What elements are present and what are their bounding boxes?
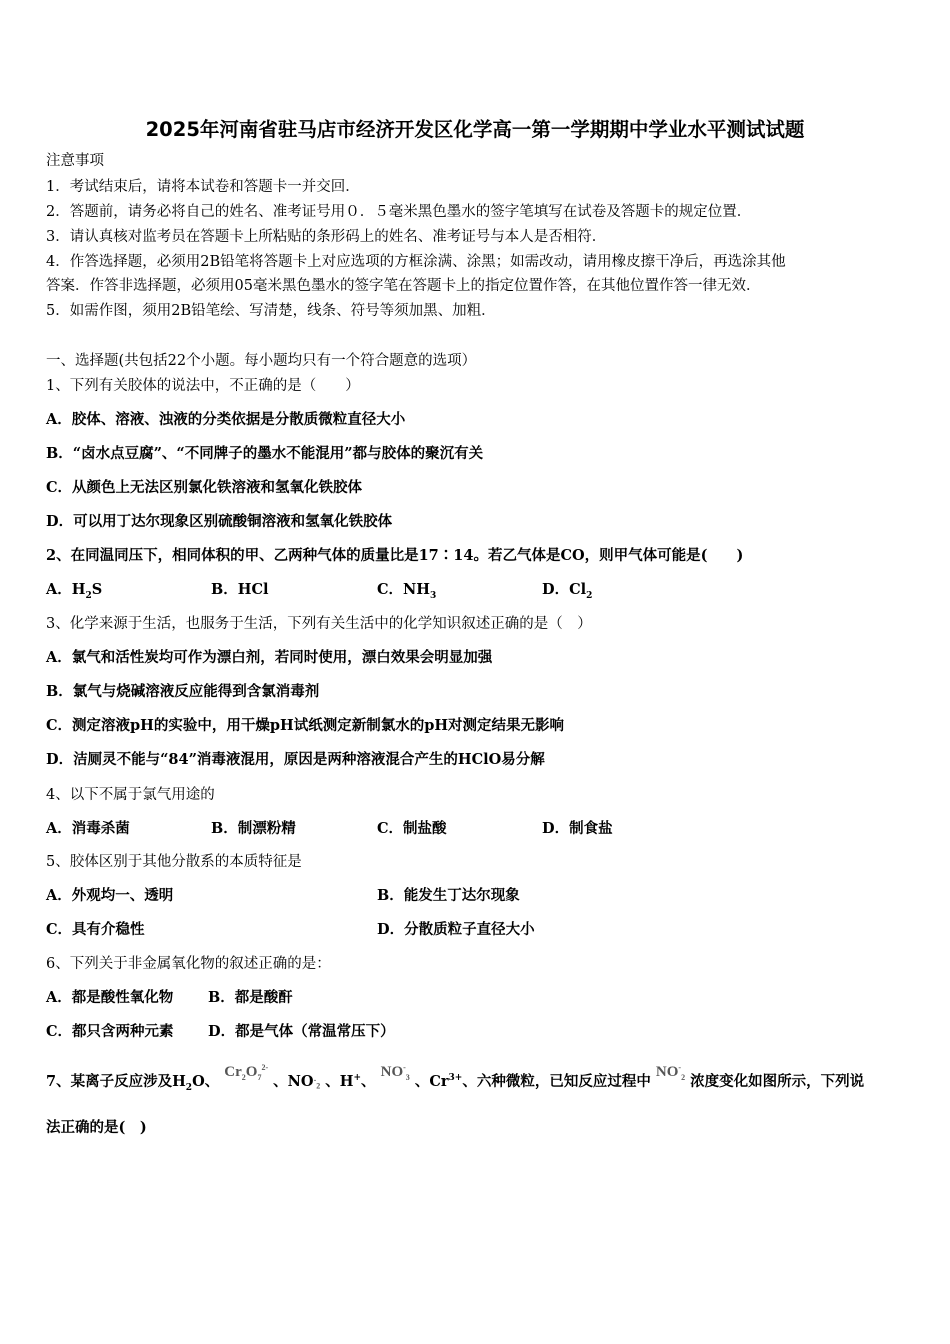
question-6-option-c: C．都只含两种元素: [46, 1023, 174, 1040]
nitrite-formula: $NO^-_2$: [655, 1063, 686, 1082]
question-6-option-d: D．都是气体（常温常压下）: [208, 1023, 395, 1040]
question-3-option-b: B．氯气与烧碱溶液反应能得到含氯消毒剂: [46, 683, 320, 700]
section-heading: 一、选择题(共包括22个小题。每小题均只有一个符合题意的选项）: [46, 353, 477, 369]
question-2-option-a: A．$H_2S$: [46, 581, 103, 601]
question-7-stem: 7、某离子反应涉及$H_2O$、 $Cr_2O_7^{2-}$ 、$NO^-_2$ 、H+、 $NO^-_3$ 、$Cr^{3+}$、六种微粒，已知反应过程中 $NO^-_2$ 浓度变化如图所示，下列说: [46, 1063, 865, 1093]
question-1-option-d: D．可以用丁达尔现象区别硫酸铜溶液和氢氧化铁胶体: [46, 513, 393, 530]
question-2-option-d: D．$Cl_2$: [542, 581, 593, 601]
question-1-stem: 1、下列有关胶体的说法中，不正确的是（ ）: [46, 378, 360, 394]
question-2-stem: 2、在同温同压下，相同体积的甲、乙两种气体的质量比是17∶14。若乙气体是CO，则甲气体可能是( ): [46, 547, 744, 564]
question-6-option-a: A．都是酸性氧化物: [46, 989, 174, 1006]
question-3-stem: 3、化学来源于生活，也服务于生活，下列有关生活中的化学知识叙述正确的是（ ）: [46, 616, 592, 632]
question-4-option-d: D．制食盐: [542, 820, 613, 837]
dichromate-formula: $Cr_2O_7^{2-}$: [224, 1063, 269, 1082]
question-2-option-b: B．HCl: [211, 581, 269, 598]
question-5-option-b: B．能发生丁达尔现象: [377, 887, 520, 904]
notice-item-1: 1．考试结束后，请将本试卷和答题卡一并交回．: [46, 179, 360, 195]
question-5-option-c: C．具有介稳性: [46, 921, 145, 938]
question-3-option-a: A．氯气和活性炭均可作为漂白剂，若同时使用，漂白效果会明显加强: [46, 649, 493, 666]
question-5-option-d: D．分散质粒子直径大小: [377, 921, 535, 938]
question-4-stem: 4、以下不属于氯气用途的: [46, 787, 215, 803]
question-4-option-a: A．消毒杀菌: [46, 820, 130, 837]
question-5-stem: 5、胶体区别于其他分散系的本质特征是: [46, 854, 302, 870]
nitrate-formula: $NO^-_3$: [380, 1063, 410, 1082]
question-4-option-b: B．制漂粉精: [211, 820, 296, 837]
question-3-option-d: D．洁厕灵不能与“84”消毒液混用，原因是两种溶液混合产生的HClO易分解: [46, 751, 545, 768]
notice-item-4-cont: 答案．作答非选择题，必须用05毫米黑色墨水的签字笔在答题卡上的指定位置作答，在其他位置作答一律无效．: [46, 278, 761, 294]
notice-heading: 注意事项: [46, 153, 104, 169]
question-1-option-a: A．胶体、溶液、浊液的分类依据是分散质微粒直径大小: [46, 411, 406, 428]
question-2-option-c: C．$NH_3$: [377, 581, 437, 601]
notice-item-2: 2．答题前，请务必将自己的姓名、准考证号用０．５毫米黑色墨水的签字笔填写在试卷及答题卡的规定位置．: [46, 204, 752, 220]
question-6-option-b: B．都是酸酐: [208, 989, 293, 1006]
question-4-option-c: C．制盐酸: [377, 820, 447, 837]
question-1-option-b: B．“卤水点豆腐”、“不同牌子的墨水不能混用”都与胶体的聚沉有关: [46, 445, 484, 462]
notice-item-5: 5．如需作图，须用2B铅笔绘、写清楚，线条、符号等须加黑、加粗．: [46, 303, 496, 319]
page-title: 2025年河南省驻马店市经济开发区化学高一第一学期期中学业水平测试试题: [145, 118, 805, 141]
question-3-option-c: C．测定溶液pH的实验中，用干燥pH试纸测定新制氯水的pH对测定结果无影响: [46, 717, 565, 734]
question-1-option-c: C．从颜色上无法区别氯化铁溶液和氢氧化铁胶体: [46, 479, 363, 496]
notice-item-4: 4．作答选择题，必须用2B铅笔将答题卡上对应选项的方框涂满、涂黑；如需改动，请用橡皮擦干净后，再选涂其他: [46, 254, 786, 270]
notice-item-3: 3．请认真核对监考员在答题卡上所粘贴的条形码上的姓名、准考证号与本人是否相符．: [46, 229, 607, 245]
question-7-stem-cont: 法正确的是( ): [46, 1119, 147, 1136]
question-5-option-a: A．外观均一、透明: [46, 887, 174, 904]
question-6-stem: 6、下列关于非金属氧化物的叙述正确的是：: [46, 956, 331, 972]
